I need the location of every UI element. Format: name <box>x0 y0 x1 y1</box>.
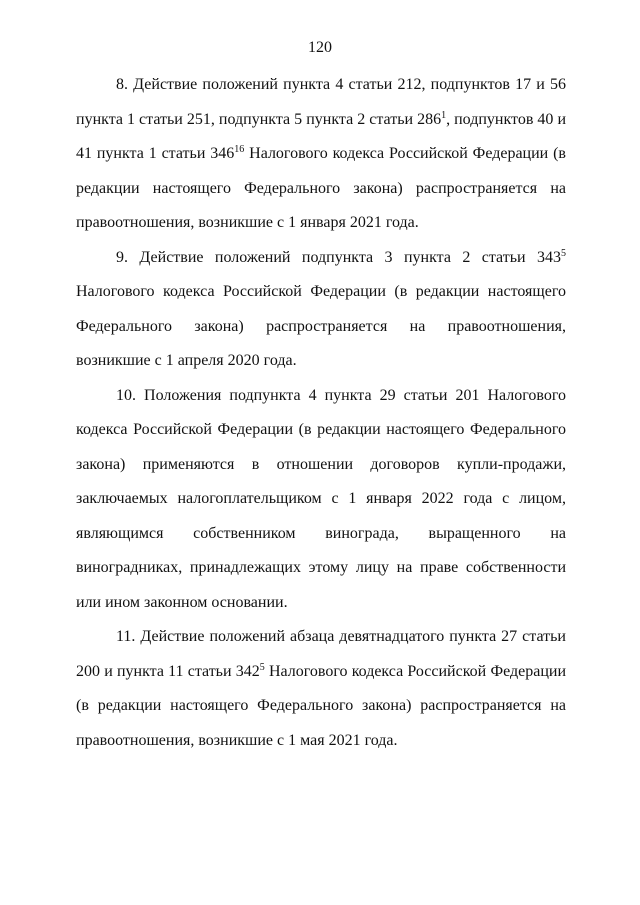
paragraph-text: , подпунктов 40 и 41 пункта 1 статьи 346 <box>76 110 567 162</box>
superscript: 16 <box>234 144 245 155</box>
paragraph-10 <box>76 379 566 621</box>
paragraph-text: 9. Действие положений подпункта 3 пункта 2 статьи 343 <box>116 248 561 266</box>
paragraph-text: Налогового кодекса Российской Федерации (в редакции настоящего Федерального закона) распространяется на правоотношения, возникшие с 1 января 2021 года. <box>76 145 566 231</box>
page-number: 120 <box>308 39 332 56</box>
paragraph-9 <box>76 241 566 379</box>
document-body <box>76 68 566 758</box>
paragraph-text: 11. Действие положений абзаца девятнадцатого пункта 27 статьи 200 и пункта 11 статьи 342 <box>76 628 566 680</box>
paragraph-text: 8. Действие положений пункта 4 статьи 212, подпунктов 17 и 56 пункта 1 статьи 251, подпункта 5 пункта 2 статьи 286 <box>76 76 566 128</box>
superscript: 5 <box>259 661 265 673</box>
superscript: 5 <box>561 247 566 259</box>
paragraph-text: 10. Положения подпункта 4 пункта 29 статьи 201 Налогового кодекса Российской Федерации (в редакции настоящего Федерального закона) применяются в отношении договоров купли-продажи, заключаемых налогоплательщиком с 1 января 2022 года с лицом, являющимся собственником винограда, выращенного на виноградниках, принадлежащих этому лицу на праве собственности или ином законном основании. <box>76 386 566 611</box>
paragraph-text: Налогового кодекса Российской Федерации (в редакции настоящего Федерального закона) распространяется на правоотношения, возникшие с 1 мая 2021 года. <box>76 662 567 749</box>
superscript: 1 <box>441 109 447 121</box>
paragraph-11 <box>76 620 566 758</box>
paragraph-8 <box>76 68 566 241</box>
paragraph-text: Налогового кодекса Российской Федерации (в редакции настоящего Федерального закона) распространяется на правоотношения, возникшие с 1 апреля 2020 года. <box>76 283 566 369</box>
